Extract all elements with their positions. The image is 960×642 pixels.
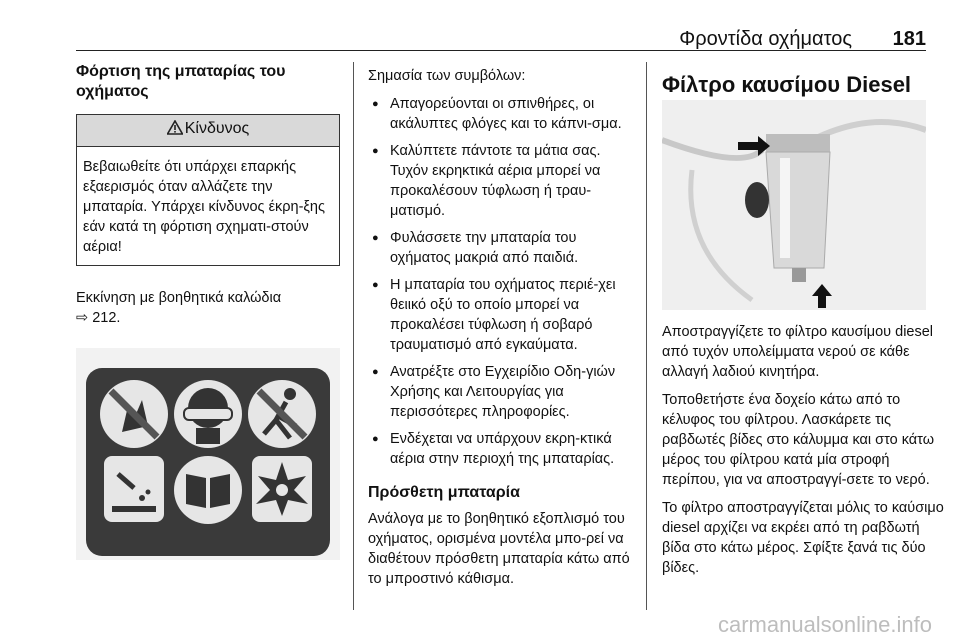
diesel-filter-paragraph: Τοποθετήστε ένα δοχείο κάτω από το κέλυφος του φίλτρου. Λασκάρετε τις ραβδωτές βίδες στο κάλυμμα και στο κάτω μέρος του φίλτρου κατά μία στροφή περίπου, για να αποστραγγί-σετε το νερό. [662, 392, 935, 488]
diesel-filter-paragraph: Αποστραγγίζετε το φίλτρο καυσίμου diesel από τυχόν υπολείμματα νερού σε κάθε αλλαγή λαδιού κινητήρα. [662, 324, 934, 380]
jump-start-text: Εκκίνηση με βοηθητικά καλώδια [76, 290, 282, 306]
column-divider-left [353, 62, 354, 610]
list-item: ● Ανατρέξτε στο Εγχειρίδιο Οδη-γιών Χρήσης και Λειτουργίας για περισσότερες πληροφορίες. [368, 362, 634, 422]
danger-title: Κίνδυνος [184, 120, 250, 137]
read-manual-icon [174, 456, 242, 524]
right-column-text [662, 322, 944, 578]
symbols-intro: Σημασία των συμβόλων: [368, 68, 526, 84]
diesel-filter-heading: Φίλτρο καυσίμου Diesel [662, 72, 912, 97]
battery-warning-label-image [76, 348, 340, 560]
left-column [76, 62, 340, 366]
no-flame-icon [100, 380, 168, 448]
page-reference-arrow-icon: ⇨ [76, 310, 89, 326]
header-rule [76, 50, 926, 51]
warning-triangle-icon [167, 120, 183, 140]
battery-charging-heading: Φόρτιση της μπαταρίας του οχήματος [76, 63, 286, 100]
diesel-filter-image [662, 100, 926, 310]
list-item: ● Η μπαταρία του οχήματος περιέ-χει θειικό οξύ το οποίο μπορεί να προκαλέσει τύφλωση ή σοβαρό τραυματισμό από εγκαύματα. [368, 275, 634, 355]
list-item: ● Φυλάσσετε την μπαταρία του οχήματος μακριά από παιδιά. [368, 228, 634, 268]
danger-text: Βεβαιωθείτε ότι υπάρχει επαρκής εξαερισμός όταν αλλάζετε την μπαταρία. Υπάρχει κίνδυνος έκρη-ξης εάν κατά τη φόρτιση σχηματι-στούν αέρια! [83, 159, 325, 255]
keep-away-children-icon [248, 380, 316, 448]
jump-start-reference [76, 288, 340, 328]
acid-corrosive-icon [104, 456, 164, 522]
danger-box [76, 114, 340, 266]
page-number: 181 [892, 28, 926, 50]
list-item: ● Ενδέχεται να υπάρχουν εκρη-κτικά αέρια στην περιοχή της μπαταρίας. [368, 429, 634, 469]
explosive-gas-icon [252, 456, 312, 522]
list-item: ● Καλύπτετε πάντοτε τα μάτια σας. Τυχόν εκρηκτικά αέρια μπορεί να προκαλέσουν τύφλωση ή τραυ-ματισμό. [368, 141, 634, 221]
extra-battery-heading: Πρόσθετη μπαταρία [368, 484, 520, 501]
eye-protection-icon [174, 380, 242, 448]
list-item: ● Απαγορεύονται οι σπινθήρες, οι ακάλυπτες φλόγες και το κάπνι-σμα. [368, 94, 634, 134]
jump-start-page-ref[interactable]: 212. [92, 310, 121, 326]
column-divider-right [646, 62, 647, 610]
watermark: carmanualsonline.info [717, 612, 932, 637]
extra-battery-text: Ανάλογα με το βοηθητικό εξοπλισμό του οχήματος, ορισμένα μοντέλα μπο-ρεί να διαθέτουν πρόσθετη μπαταρία κάτω από το μπροστινό κάθισμα. [368, 511, 630, 587]
header-section-title: Φροντίδα οχήματος [679, 28, 852, 50]
middle-column [368, 66, 634, 589]
drain-screw-bottom-arrow-icon [812, 284, 832, 308]
danger-box-header [77, 115, 339, 147]
symbols-list [368, 94, 634, 469]
diesel-filter-paragraph: Το φίλτρο αποστραγγίζεται μόλις το καύσιμο diesel αρχίζει να εκρέει από τη ραβδωτή βίδα στο κάτω μέρος. Σφίξτε ξανά τις δύο βίδες. [662, 500, 944, 576]
